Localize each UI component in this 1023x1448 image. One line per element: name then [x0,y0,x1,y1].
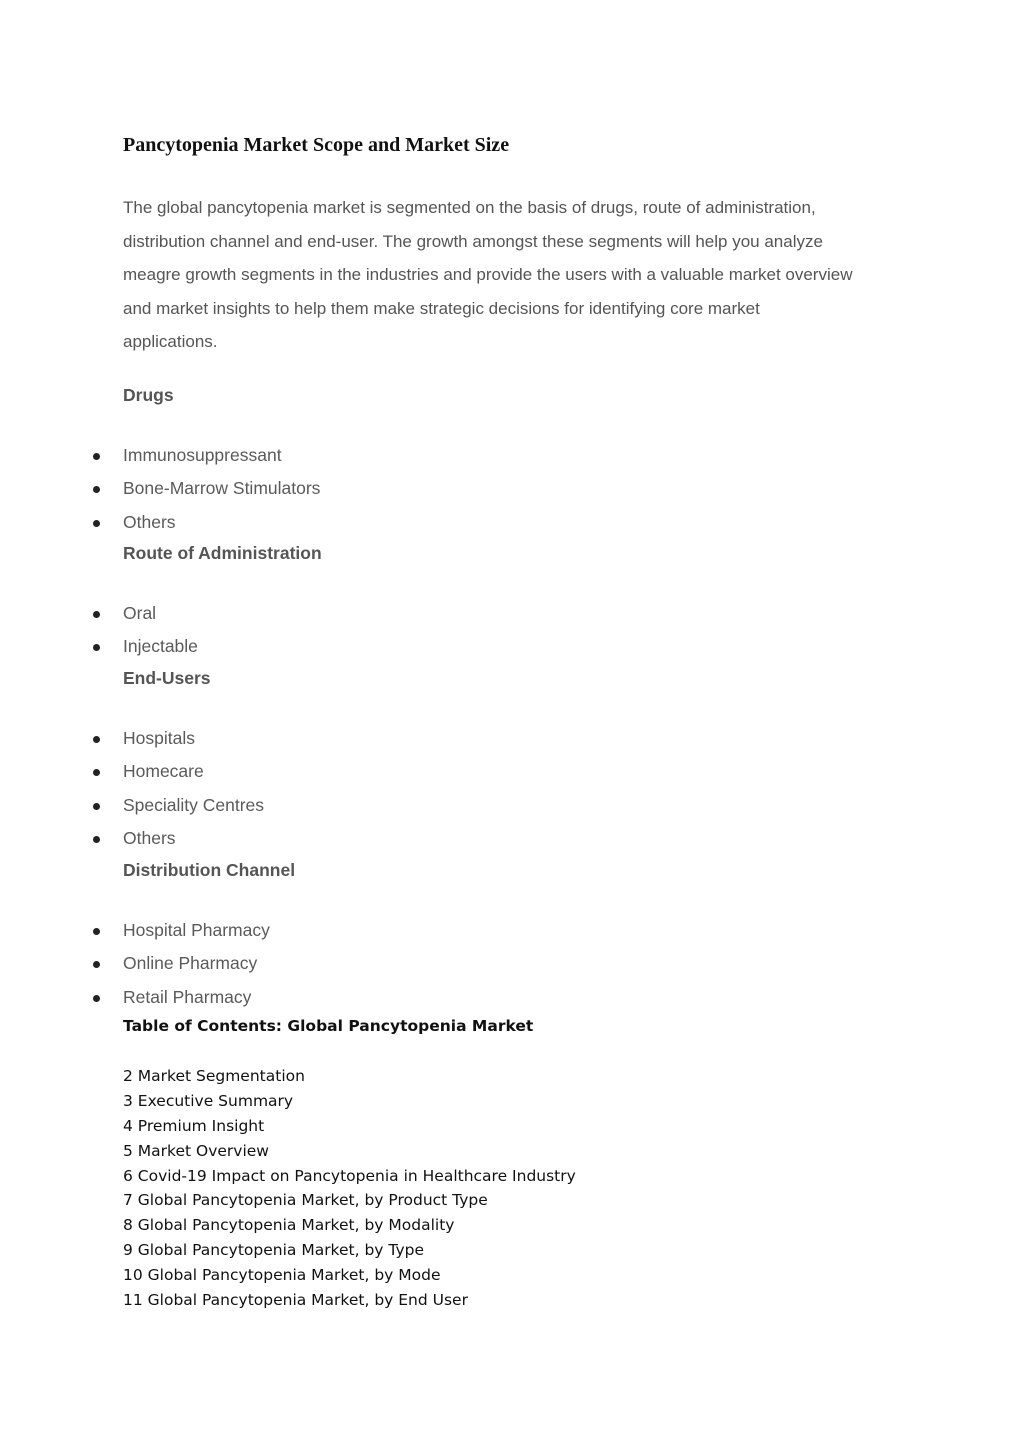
toc-item: 7 Global Pancytopenia Market, by Product Type [123,1191,488,1210]
intro-line: The global pancytopenia market is segmented on the basis of drugs, route of administration, [123,198,816,217]
toc-item: 9 Global Pancytopenia Market, by Type [123,1241,424,1260]
bullet-icon [93,836,100,843]
toc-item: 2 Market Segmentation [123,1067,305,1085]
intro-line: applications. [123,332,218,352]
bullet-icon [93,995,100,1002]
list-item-label: Hospital Pharmacy [123,920,270,940]
list-item-label: Immunosuppressant [123,445,282,465]
bullet-icon [93,453,100,460]
bullet-icon [93,928,100,935]
bullet-icon [93,803,100,810]
toc-item: 5 Market Overview [123,1141,269,1160]
toc-item: 10 Global Pancytopenia Market, by Mode [123,1266,441,1285]
intro-line: meagre growth segments in the industries and provide the users with a valuable market overview [123,265,853,285]
list-item-label: Online Pharmacy [123,953,258,973]
toc-item: 6 Covid-19 Impact on Pancytopenia in Healthcare Industry [123,1166,576,1185]
bullet-icon [93,611,100,618]
page-title: Pancytopenia Market Scope and Market Size [123,134,510,156]
section-heading-drugs: Drugs [123,385,174,405]
section-heading-route: Route of Administration [123,543,322,563]
list-item-label: Homecare [123,761,204,781]
intro-paragraph [123,191,913,359]
list-item-label: Others [123,828,176,848]
toc-title: Table of Contents: Global Pancytopenia Market [123,1017,534,1035]
toc-item: 8 Global Pancytopenia Market, by Modality [123,1216,455,1235]
list-item-label: Hospitals [123,728,195,748]
toc-item: 11 Global Pancytopenia Market, by End User [123,1291,468,1310]
toc-item: 4 Premium Insight [123,1116,265,1135]
toc-item: 3 Executive Summary [123,1091,294,1110]
list-item-label: Speciality Centres [123,795,265,815]
bullet-icon [93,520,100,527]
list-item-label: Bone-Marrow Stimulators [123,478,321,498]
bullet-icon [93,644,100,651]
bullet-icon [93,736,100,743]
section-heading-end-users: End-Users [123,668,211,688]
toc-list [123,1064,576,1313]
list-item-label: Others [123,512,176,532]
bullet-icon [93,961,100,968]
list-item-label: Oral [123,603,157,623]
bullet-icon [93,769,100,776]
bullet-icon [93,486,100,493]
list-item-label: Injectable [123,636,198,656]
intro-line: and market insights to help them make strategic decisions for identifying core market [123,298,760,318]
section-heading-distribution: Distribution Channel [123,860,296,880]
list-item-label: Retail Pharmacy [123,987,252,1007]
intro-line: distribution channel and end-user. The growth amongst these segments will help you analyze [123,231,823,251]
